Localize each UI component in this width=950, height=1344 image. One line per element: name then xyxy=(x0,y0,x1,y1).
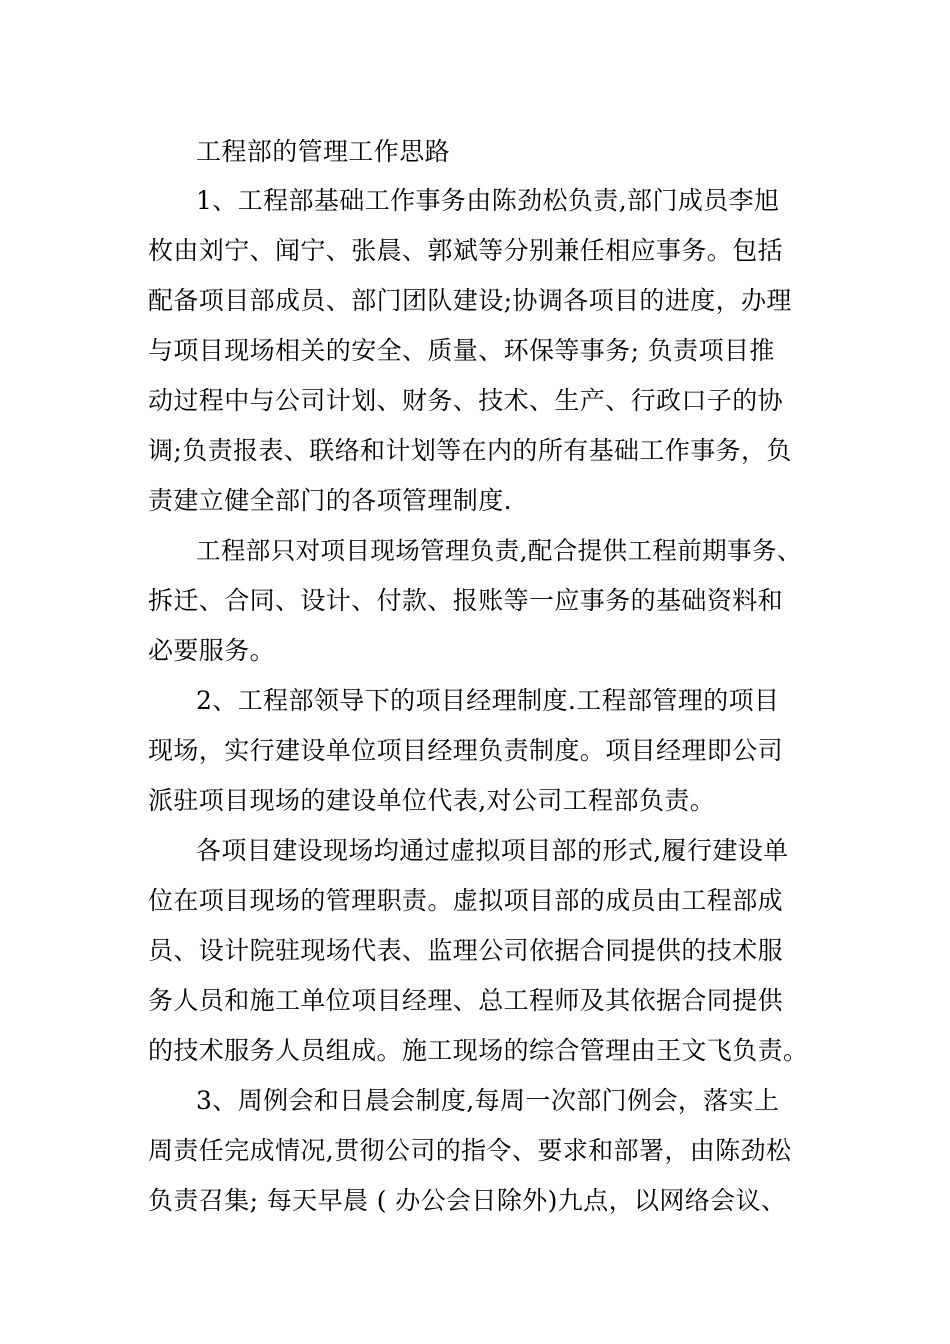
text-line: 的技术服务人员组成。施工现场的综合管理由王文飞负责。 xyxy=(148,1036,809,1065)
text-line: 必要服务。 xyxy=(148,636,276,665)
text-line: 动过程中与公司计划、财务、技术、生产、行政口子的协 xyxy=(148,386,784,415)
text-line: 1、工程部基础工作事务由陈劲松负责,部门成员李旭 xyxy=(196,186,780,215)
text-line: 员、设计院驻现场代表、监理公司依据合同提供的技术服 xyxy=(148,936,784,965)
text-line: 调;负责报表、联络和计划等在内的所有基础工作事务，负 xyxy=(148,436,792,465)
text-line: 责建立健全部门的各项管理制度. xyxy=(148,486,512,515)
text-line: 工程部只对项目现场管理负责,配合提供工程前期事务、 xyxy=(196,536,802,565)
text-line: 2、工程部领导下的项目经理制度.工程部管理的项目 xyxy=(196,686,780,715)
text-line: 现场，实行建设单位项目经理负责制度。项目经理即公司 xyxy=(148,736,784,765)
text-line: 务人员和施工单位项目经理、总工程师及其依据合同提供 xyxy=(148,986,784,1015)
text-line: 3、周例会和日晨会制度,每周一次部门例会，落实上 xyxy=(196,1086,780,1115)
text-line: 配备项目部成员、部门团队建设;协调各项目的进度，办理 xyxy=(148,286,792,315)
text-line: 各项目建设现场均通过虚拟项目部的形式,履行建设单 xyxy=(196,836,789,865)
text-line: 枚由刘宁、闻宁、张晨、郭斌等分别兼任相应事务。包括 xyxy=(148,236,784,265)
text-line: 位在项目现场的管理职责。虚拟项目部的成员由工程部成 xyxy=(148,886,784,915)
page-title: 工程部的管理工作思路 xyxy=(196,137,451,166)
text-line: 周责任完成情况,贯彻公司的指令、要求和部署，由陈劲松 xyxy=(148,1136,792,1165)
text-line: 负责召集; 每天早晨 ( 办公会日除外)九点，以网络会议、 xyxy=(148,1186,787,1215)
text-line: 派驻项目现场的建设单位代表,对公司工程部负责。 xyxy=(148,786,716,815)
text-line: 拆迁、合同、设计、付款、报账等一应事务的基础资料和 xyxy=(148,586,784,615)
text-line: 与项目现场相关的安全、质量、环保等事务; 负责项目推 xyxy=(148,336,775,365)
